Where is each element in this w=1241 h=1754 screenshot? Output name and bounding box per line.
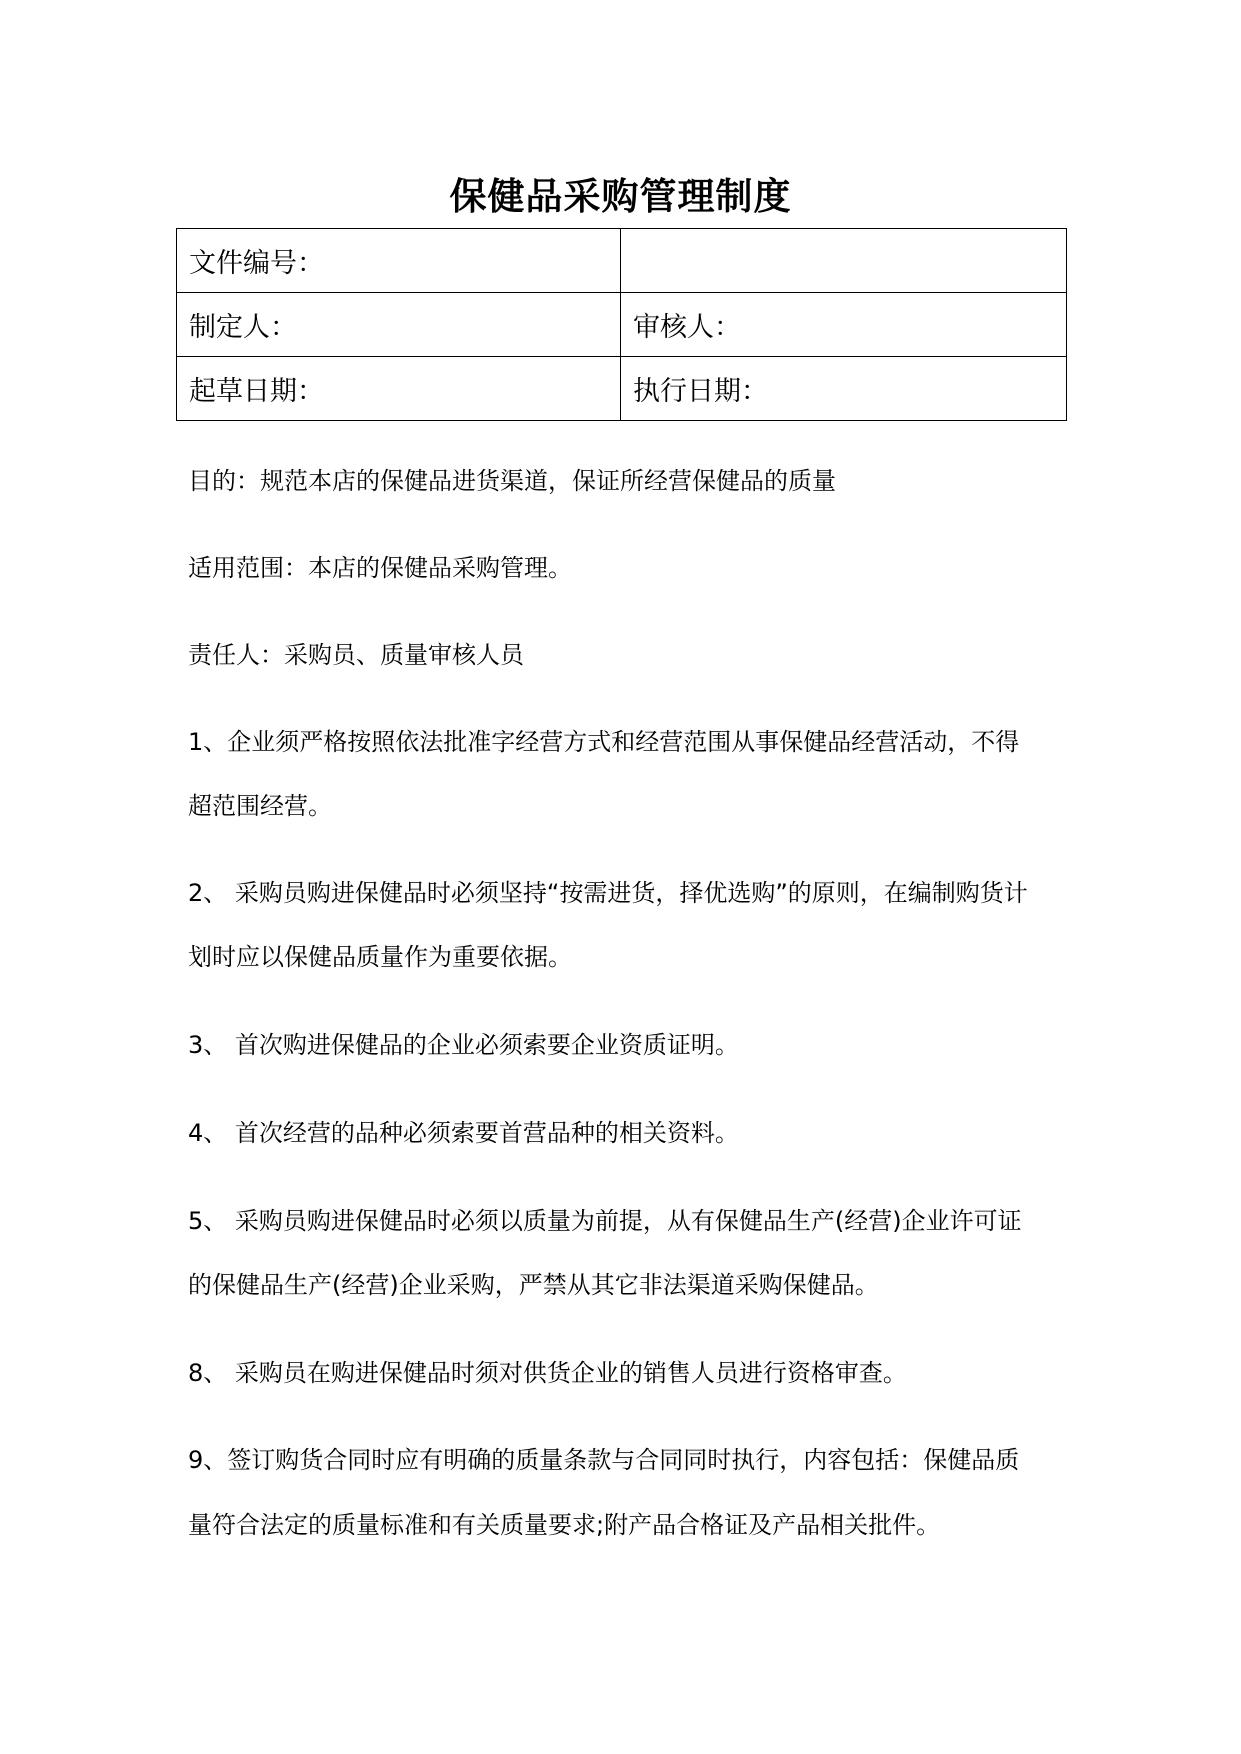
- scope-text: 适用范围：本店的保健品采购管理。: [188, 554, 572, 582]
- item-2-line-2: 划时应以保健品质量作为重要依据。: [188, 943, 572, 971]
- item-8-line-1: 8、 采购员在购进保健品时须对供货企业的销售人员进行资格审查。: [188, 1359, 907, 1387]
- item-9-line-2: 量符合法定的质量标准和有关质量要求;附产品合格证及产品相关批件。: [188, 1511, 941, 1539]
- item-3-line-1: 3、 首次购进保健品的企业必须索要企业资质证明。: [188, 1031, 739, 1059]
- file-no-label: 文件编号：: [177, 229, 621, 293]
- purpose-text: 目的：规范本店的保健品进货渠道，保证所经营保健品的质量: [188, 467, 836, 495]
- item-1-line-2: 超范围经营。: [188, 792, 332, 820]
- item-5-line-2: 的保健品生产(经营)企业采购，严禁从其它非法渠道采购保健品。: [188, 1271, 879, 1299]
- item-4-line-1: 4、 首次经营的品种必须索要首营品种的相关资料。: [188, 1119, 739, 1147]
- info-row-author: [177, 293, 1067, 357]
- info-table: [176, 228, 1067, 421]
- author-label: 制定人：: [177, 293, 621, 357]
- draft-date-label: 起草日期：: [177, 357, 621, 421]
- responsible-text: 责任人：采购员、质量审核人员: [188, 641, 524, 669]
- file-no-value: [621, 229, 1067, 293]
- exec-date-label: 执行日期：: [621, 357, 1067, 421]
- item-1-line-1: 1、企业须严格按照依法批准字经营方式和经营范围从事保健品经营活动，不得: [188, 728, 1020, 756]
- item-5-line-1: 5、 采购员购进保健品时必须以质量为前提，从有保健品生产(经营)企业许可证: [188, 1207, 1022, 1235]
- document-title: 保健品采购管理制度: [449, 175, 792, 218]
- info-row-file-no: [177, 229, 1067, 293]
- item-2-line-1: 2、 采购员购进保健品时必须坚持“按需进货，择优选购”的原则，在编制购货计: [188, 879, 1028, 907]
- reviewer-label: 审核人：: [621, 293, 1067, 357]
- info-row-dates: [177, 357, 1067, 421]
- item-9-line-1: 9、签订购货合同时应有明确的质量条款与合同同时执行，内容包括：保健品质: [188, 1446, 1020, 1474]
